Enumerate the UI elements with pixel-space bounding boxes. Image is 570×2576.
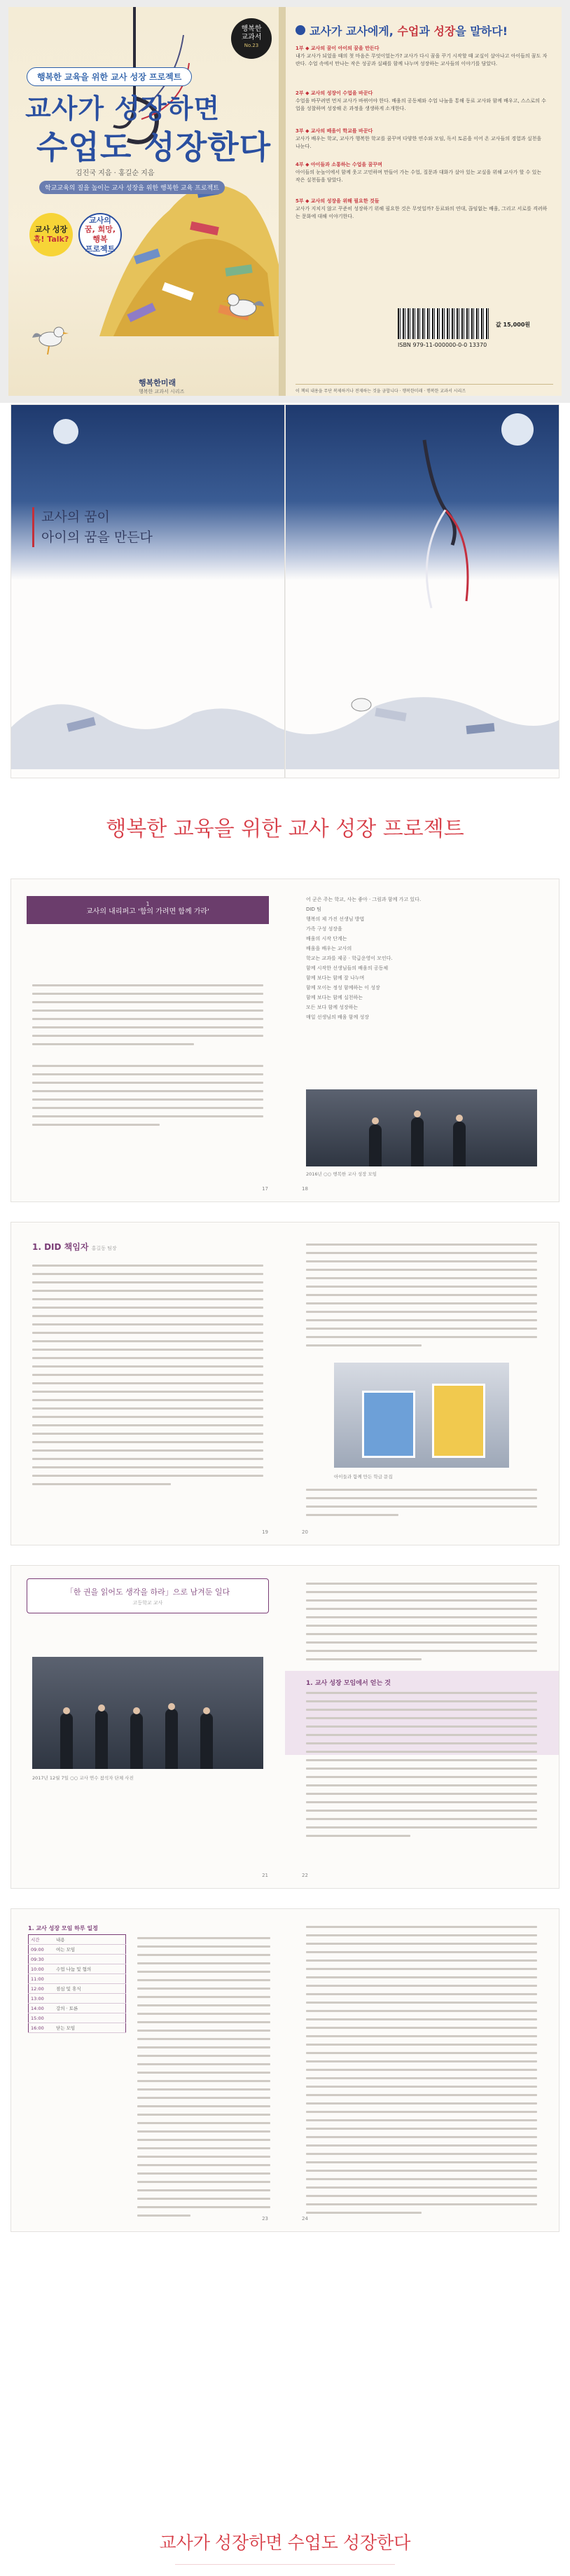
series-badge-line: 행복한 [241,25,262,33]
badge-line: 꿈, 희망, 행복 [84,225,116,244]
body-text-lines [306,1489,537,1522]
back-block-text: 교사가 배우는 학교, 교사가 행복한 학교를 꿈꾸며 다양한 연수와 모임, 독서 토론을 이어 온 교사들의 경험과 실천을 나눈다. [296,135,542,149]
part-title [32,507,153,547]
table-row: 09:30 [29,1955,126,1964]
page-number: 24 [302,2216,308,2222]
publisher-name: 행복한미래 [139,378,176,387]
photo-caption: 2016년 ○○ 행복한 교사 성장 모임 [306,1171,377,1177]
right-page [285,1909,559,2231]
list-item: 가족 구성 성장을 [306,926,342,932]
chapter-title: 교사의 내리퍼고 '함의 가려면 함께 가라' [86,908,209,916]
seagull-illustration [29,315,71,357]
page-number: 18 [302,1186,308,1192]
moon-illustration [53,419,78,444]
list-item: 함께 보다는 함께 실천하는 [306,995,363,1000]
chapter-title-box [27,896,269,924]
banner-underline [175,2564,395,2565]
schedule-table-title: 1. 교사 성장 모임 하루 일정 [28,1925,98,1931]
list-item: 어 군은 주는 학교, 사는 좋아 · 그림과 함께 가고 있다. [306,897,422,902]
back-block-text: 교사가 지치지 않고 꾸준히 성장하기 위해 필요한 것은 무엇일까? 동료와의 연대, 끊임없는 배움, 그리고 서로를 격려하는 문화에 대해 이야기한다. [296,205,548,219]
badge-line: 혹! Talk? [33,235,69,244]
cover-title-line2: 수업도 성장한다 [36,128,272,166]
page-number: 23 [262,2216,268,2222]
book-price: 값 15,000원 [496,322,531,328]
part-opener-spread [11,405,559,778]
page-number: 17 [262,1186,268,1192]
back-block [296,45,548,68]
photo-caption: 2017년 12월 7일 ○○ 교사 연수 참석자 단체 사진 [32,1775,134,1781]
talk-circle-badge [29,213,73,256]
table-row: 16:00 닫는 모임 [29,2023,126,2033]
memo-title: 「한 권을 읽어도 생각을 하라」으로 남겨둔 일다 [65,1587,230,1597]
back-block-text: 내가 교사가 되었을 때의 첫 마음은 무엇이었는가? 교사가 다시 꿈을 꾸기 시작할 때 교실이 살아나고 아이들의 꿈도 자란다. 수업 속에서 만나는 작은 성공과 실패를 함께 나누며 성장하는 교사들의 이야기를 담았다. [296,53,548,67]
table-row: 14:00 강의 · 토론 [29,2004,126,2013]
table-row: 11:00 [29,1974,126,1984]
memo-heading: 1. 교사 성장 모임에서 얻는 것 [306,1680,391,1687]
isbn-number: ISBN 979-11-000000-0-0 13370 [398,342,487,348]
badge-line: 프로젝트 [85,244,116,254]
section-author: 홍길동 팀장 [91,1246,117,1251]
moon-illustration [501,413,534,446]
page-number: 21 [262,1873,268,1878]
section-heading [32,1241,117,1253]
schedule-table [28,1934,126,2033]
book-spine [279,7,286,396]
list-item: 함께 모이는 정성 함께하는 이 성장 [306,985,380,991]
section-title: 1. DID 책임자 [32,1242,89,1252]
sample-spread-chapter [11,879,559,1201]
page-number: 22 [302,1873,308,1878]
book-gutter [284,405,286,778]
list-item: 학교는 교과를 제공 · 학급운영이 모인다. [306,956,393,961]
right-page [285,1566,559,1888]
badge-line: 교사 성장 [34,225,68,235]
headline-emphasis: 성장 [433,25,456,38]
publisher-logo [139,377,184,395]
back-block [296,161,548,184]
page-number: 20 [302,1529,308,1535]
classroom-photo [334,1363,509,1468]
headline-text: 과 [419,25,434,38]
publisher-sub: 행복한 교과서 시리즈 [139,389,185,394]
list-item: 행복의 제 가진 선생님 방법 [306,916,365,922]
back-cover [286,7,562,396]
left-page [11,879,285,1201]
headline-emphasis: 수업 [397,25,419,38]
back-block-text: 아이들의 눈높이에서 함께 웃고 고민하며 만들어 가는 수업, 질문과 대화가 살아 있는 교실을 위해 교사가 할 수 있는 작은 실천들을 담았다. [296,169,542,183]
front-cover [8,7,279,396]
right-page [285,1222,559,1545]
left-page [11,1566,285,1888]
back-block-text: 수업을 바꾸려면 먼저 교사가 바뀌어야 한다. 배움의 공동체와 수업 나눔을 통해 동료 교사와 함께 배우고, 스스로의 수업을 성찰하며 성장해 온 과정을 생생하게 소개한다. [296,97,546,111]
memo-title-box [27,1578,269,1613]
body-text-lines [306,1583,537,1667]
section-banner: 행복한 교육을 위한 교사 성장 프로젝트 [106,817,464,841]
back-block [296,198,548,221]
badge-line: 교사의 [89,215,111,225]
list-item: 배움을 배우는 교사의 [306,946,352,951]
hook-ribbon-illustration [403,433,487,615]
body-text-lines [32,984,263,1132]
back-block [296,128,548,151]
part-title-line: 교사의 꿈이 [41,509,110,525]
body-text-lines [306,1244,537,1353]
table-row: 시간 내용 [29,1935,126,1945]
series-badge [231,18,272,59]
group-photo [306,1089,537,1166]
table-row: 15:00 [29,2013,126,2023]
conference-photo [32,1657,263,1769]
body-text-lines [306,1692,537,1843]
part-title-line: 아이의 꿈을 만든다 [41,529,153,545]
photo-caption: 아이들과 함께 만든 학급 문집 [334,1474,393,1480]
back-block-heading: 5부 ◆ 교사의 성장을 위해 필요한 것들 [296,198,380,204]
headline-text: 교사가 교사에게, [310,25,398,38]
cover-subtitle: 학교교육의 질을 높이는 교사 성장을 위한 행복한 교육 프로젝트 [39,181,225,194]
body-text-lines [306,1926,537,2220]
list-item: 모든 보다 함께 성장하는 [306,1005,359,1010]
sample-spread-schedule [11,1909,559,2231]
cover-tagline: 행복한 교육을 위한 교사 성장 프로젝트 [27,67,192,86]
back-headline [310,22,508,39]
body-text-lines [32,1265,263,1492]
project-circle-badge [78,213,122,256]
back-block-heading: 4부 ◆ 아이들과 소통하는 수업을 꿈꾸며 [296,162,382,167]
body-text-lines [137,1937,270,2223]
table-row: 13:00 [29,1994,126,2004]
isbn-barcode [398,308,489,339]
back-block-heading: 2부 ◆ 교사의 성장이 수업을 바꾼다 [296,90,373,96]
cover-title-line1: 교사가 성장하면 [25,93,221,124]
list-item: 함께 시작한 선생님들의 배움의 공동체 [306,965,389,971]
back-block [296,90,548,113]
back-block-heading: 3부 ◆ 교사의 배움이 학교를 바꾼다 [296,128,373,134]
list-item: DID 팀 [306,907,321,912]
page-number: 19 [262,1529,268,1535]
memo-author: 고등학교 교사 [132,1600,163,1606]
seagull-illustration [218,280,267,329]
back-block-heading: 1부 ◆ 교사의 꿈이 아이의 꿈을 만든다 [296,46,380,51]
table-row: 10:00 수업 나눔 및 협의 [29,1964,126,1974]
back-footer: 이 책의 내용을 무단 복제하거나 전재하는 것을 금합니다 · 행복한미래 · 행복한 교과서 시리즈 [296,384,553,394]
sample-spread-section [11,1222,559,1545]
left-page [11,1909,285,2231]
left-page [11,1222,285,1545]
series-badge-line: 교과서 [241,33,262,41]
chapter-number: 1 [146,901,150,907]
sample-spread-memo [11,1566,559,1888]
right-page [285,879,559,1201]
book-cover-section [0,0,570,403]
series-badge-number: No.23 [244,43,259,48]
table-row: 12:00 점심 및 휴식 [29,1984,126,1994]
headline-dot-icon [296,25,305,35]
list-item: 매일 선생님의 배움 함께 성장 [306,1014,370,1020]
closing-banner: 교사가 성장하면 수업도 성장한다 [159,2533,411,2553]
list-item: 함께 보다는 함께 잘 나누며 [306,975,365,981]
headline-text: 을 말하다! [455,25,508,38]
cover-authors: 김진국 지음 · 홍길순 지음 [76,170,155,177]
table-row: 09:00 여는 모임 [29,1945,126,1955]
right-list [306,895,537,1022]
list-item: 배움의 시작 단계는 [306,936,347,942]
